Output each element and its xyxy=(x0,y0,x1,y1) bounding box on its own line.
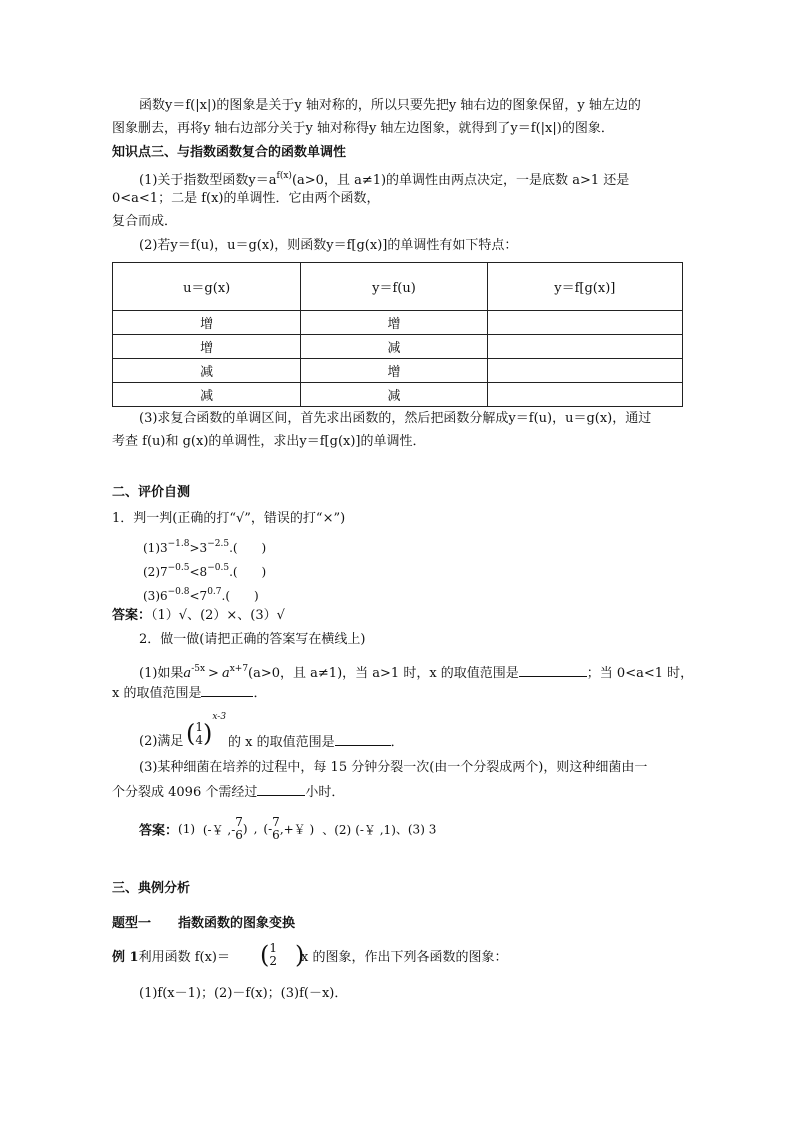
kp3-p1-b: (a>0，且 a≠1)的单调性由两点决定，一是底数 a>1 还是 xyxy=(291,173,630,188)
q1-item-exp: 0.7 xyxy=(207,587,222,597)
q1-title: 1．判一判(正确的打“√”，错误的打“×”) xyxy=(112,511,346,526)
q2-2-fraction-power xyxy=(186,712,226,748)
fraction-exponent: x-3 xyxy=(212,712,227,722)
q1-item-text: .( ) xyxy=(229,565,267,579)
fraction-denominator: 2 xyxy=(269,954,278,968)
example-text: 利用函数 f(x)＝ xyxy=(138,950,230,965)
section2-title: 二、评价自测 xyxy=(112,485,191,500)
table-header-cell: y＝f[g(x)] xyxy=(487,263,682,311)
example-1 xyxy=(112,949,230,967)
q1-item-3 xyxy=(143,583,259,605)
table-header-cell: u＝g(x) xyxy=(113,263,301,311)
q2-title: 2．做一做(请把正确的答案写在横线上) xyxy=(139,632,366,647)
example-items: (1)f(x－1)；(2)－f(x)；(3)f(－x)． xyxy=(139,986,348,1001)
answer-label: 答案： xyxy=(139,823,179,839)
type-label: 题型一 xyxy=(112,916,152,931)
interval-text: , xyxy=(253,822,258,836)
fraction-denominator: 6 xyxy=(272,828,280,842)
table-row xyxy=(113,335,683,359)
fraction-denominator: 6 xyxy=(235,828,243,842)
fraction xyxy=(235,816,243,842)
answer-blank[interactable] xyxy=(519,664,587,677)
intro-line-2: 图象删去，再将y 轴右边部分关于y 轴对称得y 轴左边图象，就得到了y＝f(|x|)的图象． xyxy=(112,121,614,136)
left-paren: ( xyxy=(186,719,196,748)
fraction xyxy=(272,816,280,842)
right-paren: ) xyxy=(203,719,213,748)
q2-2-text: 的 x 的取值范围是 xyxy=(228,735,335,750)
q1-item-text: .( ) xyxy=(229,541,267,555)
table-cell: 增 xyxy=(301,311,487,335)
q2-1-gt: > xyxy=(208,666,219,681)
fraction-numerator: 7 xyxy=(235,815,243,829)
answer-blank[interactable] xyxy=(201,684,253,697)
example-text-b: x 的图象，作出下列各函数的图象： xyxy=(301,950,508,965)
kp3-p1-a: (1)关于指数型函数y＝a xyxy=(139,173,277,188)
kp3-p1-line2: 0<a<1；二是 f(x)的单调性．它由两个函数， xyxy=(112,191,380,206)
q1-item-text: <8 xyxy=(189,565,208,579)
fraction-numerator: 7 xyxy=(272,815,280,829)
intro-line-1: 函数y＝f(|x|)的图象是关于y 轴对称的，所以只要先把y 轴右边的图象保留，y 轴左边的 xyxy=(139,98,641,113)
table-row xyxy=(113,383,683,407)
kp3-title: 知识点三、与指数函数复合的函数单调性 xyxy=(112,145,347,160)
q1-item-exp: −0.8 xyxy=(167,587,190,597)
q1-item-exp: −2.5 xyxy=(207,539,230,549)
q1-item-text: (1)3 xyxy=(143,541,168,555)
q2-3-text: 小时． xyxy=(305,785,345,800)
monotonicity-table xyxy=(112,262,683,407)
table-header-row xyxy=(113,263,683,311)
q2-answer xyxy=(139,816,436,842)
example-fraction xyxy=(260,941,304,969)
table-cell: 减 xyxy=(301,335,487,359)
kp3-p1-line3: 复合而成． xyxy=(112,214,178,229)
right-paren: ) xyxy=(295,941,305,969)
q2-3-line2 xyxy=(112,783,344,802)
q2-1-exp: x+7 xyxy=(229,664,249,674)
kp3-p1 xyxy=(139,167,629,190)
table-cell: 增 xyxy=(113,335,301,359)
table-cell: 减 xyxy=(113,383,301,407)
answer-label: 答案： xyxy=(112,608,152,623)
table-cell xyxy=(487,383,682,407)
example-label: 例 1 xyxy=(112,950,139,965)
table-cell: 减 xyxy=(301,383,487,407)
q2-2-text: ． xyxy=(390,735,404,750)
interval-text: (-￥ ,1) xyxy=(355,822,396,837)
table-cell xyxy=(487,359,682,383)
q1-answer xyxy=(112,607,285,625)
left-paren: ( xyxy=(260,941,270,969)
kp3-p3-line2: 考查 f(u)和 g(x)的单调性，求出y＝f[g(x)]的单调性． xyxy=(112,434,426,449)
q1-item-exp: −0.5 xyxy=(207,563,230,573)
q2-answer-text: (1) xyxy=(178,822,196,836)
q2-answer-text: 、(3) 3 xyxy=(395,822,437,837)
q2-1-text: (a>0，且 a≠1)，当 a>1 时，x 的取值范围是 xyxy=(248,666,519,681)
q2-2-post xyxy=(228,733,404,752)
fraction xyxy=(269,942,277,968)
q1-item-text: <7 xyxy=(189,589,208,603)
q2-1-base: a xyxy=(221,666,230,681)
q2-1-exp: -5x xyxy=(191,664,206,674)
table-cell: 增 xyxy=(113,311,301,335)
interval-text: (- xyxy=(263,822,273,836)
q1-item-text: (3)6 xyxy=(143,589,168,603)
q1-item-1 xyxy=(143,535,266,557)
kp3-p1-sup: f(x) xyxy=(276,171,292,181)
table-row xyxy=(113,359,683,383)
type-title: 指数函数的图象变换 xyxy=(178,916,296,931)
q2-3-line1: (3)某种细菌在培养的过程中，每 15 分钟分裂一次(由一个分裂成两个)，则这种细菌由一 xyxy=(139,760,648,775)
q2-2-pre: (2)满足 xyxy=(139,734,184,749)
fraction-denominator: 4 xyxy=(195,732,204,747)
q2-1-line1 xyxy=(139,660,693,683)
fraction-numerator: 1 xyxy=(269,941,278,955)
q2-answer-text: 、(2) xyxy=(322,822,352,837)
q2-1-base: a xyxy=(183,666,192,681)
interval-text: ,+￥ ) xyxy=(279,822,315,837)
q2-1-text: (1)如果 xyxy=(139,666,184,681)
kp3-p3-line1: (3)求复合函数的单调区间，首先求出函数的，然后把函数分解成y＝f(u)，u＝g(x)，通过 xyxy=(139,411,652,426)
table-header-cell: y＝f(u) xyxy=(301,263,487,311)
q2-1-text: x 的取值范围是 xyxy=(112,686,202,701)
q1-item-text: >3 xyxy=(189,541,208,555)
q2-1-line2 xyxy=(112,684,266,703)
table-cell: 减 xyxy=(113,359,301,383)
q2-1-text: ． xyxy=(253,686,267,701)
q1-item-exp: −0.5 xyxy=(167,563,190,573)
interval-text: ) xyxy=(242,822,248,836)
q1-item-text: .( ) xyxy=(221,589,259,603)
table-cell xyxy=(487,335,682,359)
q1-item-exp: −1.8 xyxy=(167,539,190,549)
q2-3-text: 个分裂成 4096 个需经过 xyxy=(112,785,258,800)
table-row xyxy=(113,311,683,335)
q2-1-text: ；当 0<a<1 时， xyxy=(586,666,694,681)
answer-blank[interactable] xyxy=(335,733,391,746)
interval-text: (-￥ ,- xyxy=(202,822,236,837)
fraction-numerator: 1 xyxy=(195,719,204,734)
section3-title: 三、典例分析 xyxy=(112,881,191,896)
table-cell: 增 xyxy=(301,359,487,383)
answer-blank[interactable] xyxy=(257,783,305,796)
q1-item-text: (2)7 xyxy=(143,565,168,579)
table-cell xyxy=(487,311,682,335)
fraction xyxy=(195,721,203,747)
q1-item-2 xyxy=(143,559,266,581)
kp3-p2: (2)若y＝f(u)，u＝g(x)，则函数y＝f[g(x)]的单调性有如下特点： xyxy=(139,238,518,253)
q1-answer-text: （1）√、(2）×、(3）√ xyxy=(151,608,285,623)
